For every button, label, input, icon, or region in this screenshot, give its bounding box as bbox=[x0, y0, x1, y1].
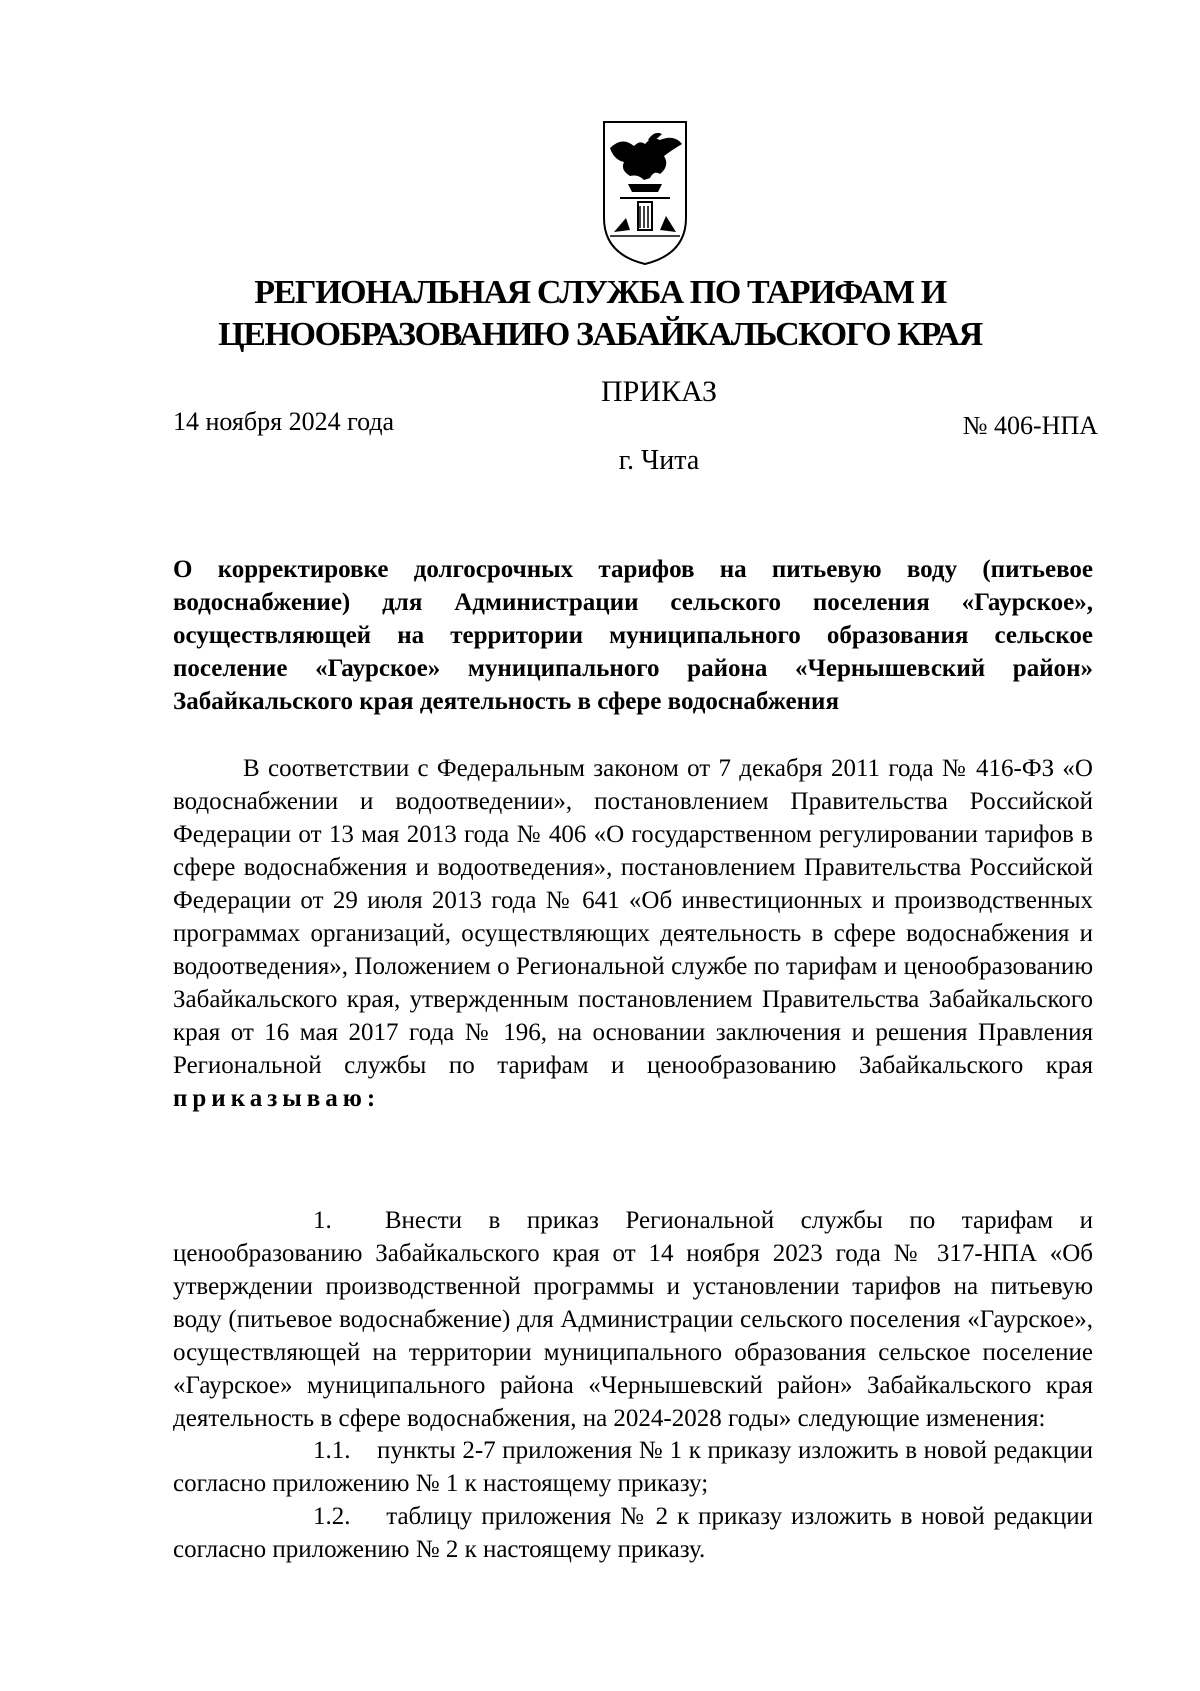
document-city: г. Чита bbox=[618, 445, 700, 476]
item-1-1 bbox=[173, 1434, 1093, 1500]
order-word: приказываю: bbox=[173, 1085, 381, 1112]
agency-name bbox=[150, 272, 1050, 356]
agency-name-line2: ЦЕНООБРАЗОВАНИЮ ЗАБАЙКАЛЬСКОГО КРАЯ bbox=[218, 316, 982, 353]
preamble-text: В соответствии с Федеральным законом от 7 декабря 2011 года № 416-ФЗ «О водоснабжении и водоотведении», постановлением Правительства Российской Федерации от 13 мая 2013 года № 406 «О государственном регулировании тарифов в сфере водоснабжения и водоотведения», постановлением Правительства Российской Федерации от 29 июля 2013 года № 641 «Об инвестиционных и производственных программах организаций, осуществляющих деятельность в сфере водоснабжения и водоотведения», Положением о Региональной службе по тарифам и ценообразованию Забайкальского края, утвержденным постановлением Правительства Забайкальского края от 16 мая 2017 года № 196, на основании заключения и решения Правления Региональной службы по тарифам и ценообразованию Забайкальского края bbox=[173, 755, 1093, 1079]
item-text: Внести в приказ Региональной службы по тарифам и ценообразованию Забайкальского края от 14 ноября 2023 года № 317-НПА «Об утверждении производственной программы и установлении тарифов на питьевую воду (питьевое водоснабжение) для Администрации сельского поселения «Гаурское», осуществляющей на территории муниципального образования сельское поселение «Гаурское» муниципального района «Чернышевский район» Забайкальского края деятельность в сфере водоснабжения, на 2024-2028 годы» следующие изменения: bbox=[173, 1207, 1094, 1432]
coat-of-arms-icon bbox=[600, 118, 690, 268]
document-date: 14 ноября 2024 года bbox=[173, 407, 395, 436]
document-number: № 406-НПА bbox=[962, 411, 1098, 440]
item-text: таблицу приложения № 2 к приказу изложить в новой редакции согласно приложению № 2 к настоящему приказу. bbox=[173, 1503, 1093, 1563]
item-text: пункты 2-7 приложения № 1 к приказу изложить в новой редакции согласно приложению № 1 к настоящему приказу; bbox=[173, 1437, 1094, 1497]
item-number: 1.2. bbox=[313, 1503, 351, 1530]
document-type: ПРИКАЗ bbox=[601, 375, 717, 408]
item-number: 1.1. bbox=[313, 1437, 351, 1464]
item-number: 1. bbox=[313, 1207, 332, 1234]
item-1-2 bbox=[173, 1500, 1093, 1566]
document-title: О корректировке долгосрочных тарифов на питьевую воду (питьевое водоснабжение) для Администрации сельского поселения «Гаурское», осуществляющей на территории муниципального образования сельское поселение «Гаурское» муниципального района «Чернышевский район» Забайкальского края деятельность в сфере водоснабжения bbox=[173, 556, 1093, 715]
item-1 bbox=[173, 1204, 1093, 1435]
preamble-paragraph bbox=[173, 752, 1093, 1115]
agency-name-line1: РЕГИОНАЛЬНАЯ СЛУЖБА ПО ТАРИФАМ И bbox=[254, 274, 946, 311]
